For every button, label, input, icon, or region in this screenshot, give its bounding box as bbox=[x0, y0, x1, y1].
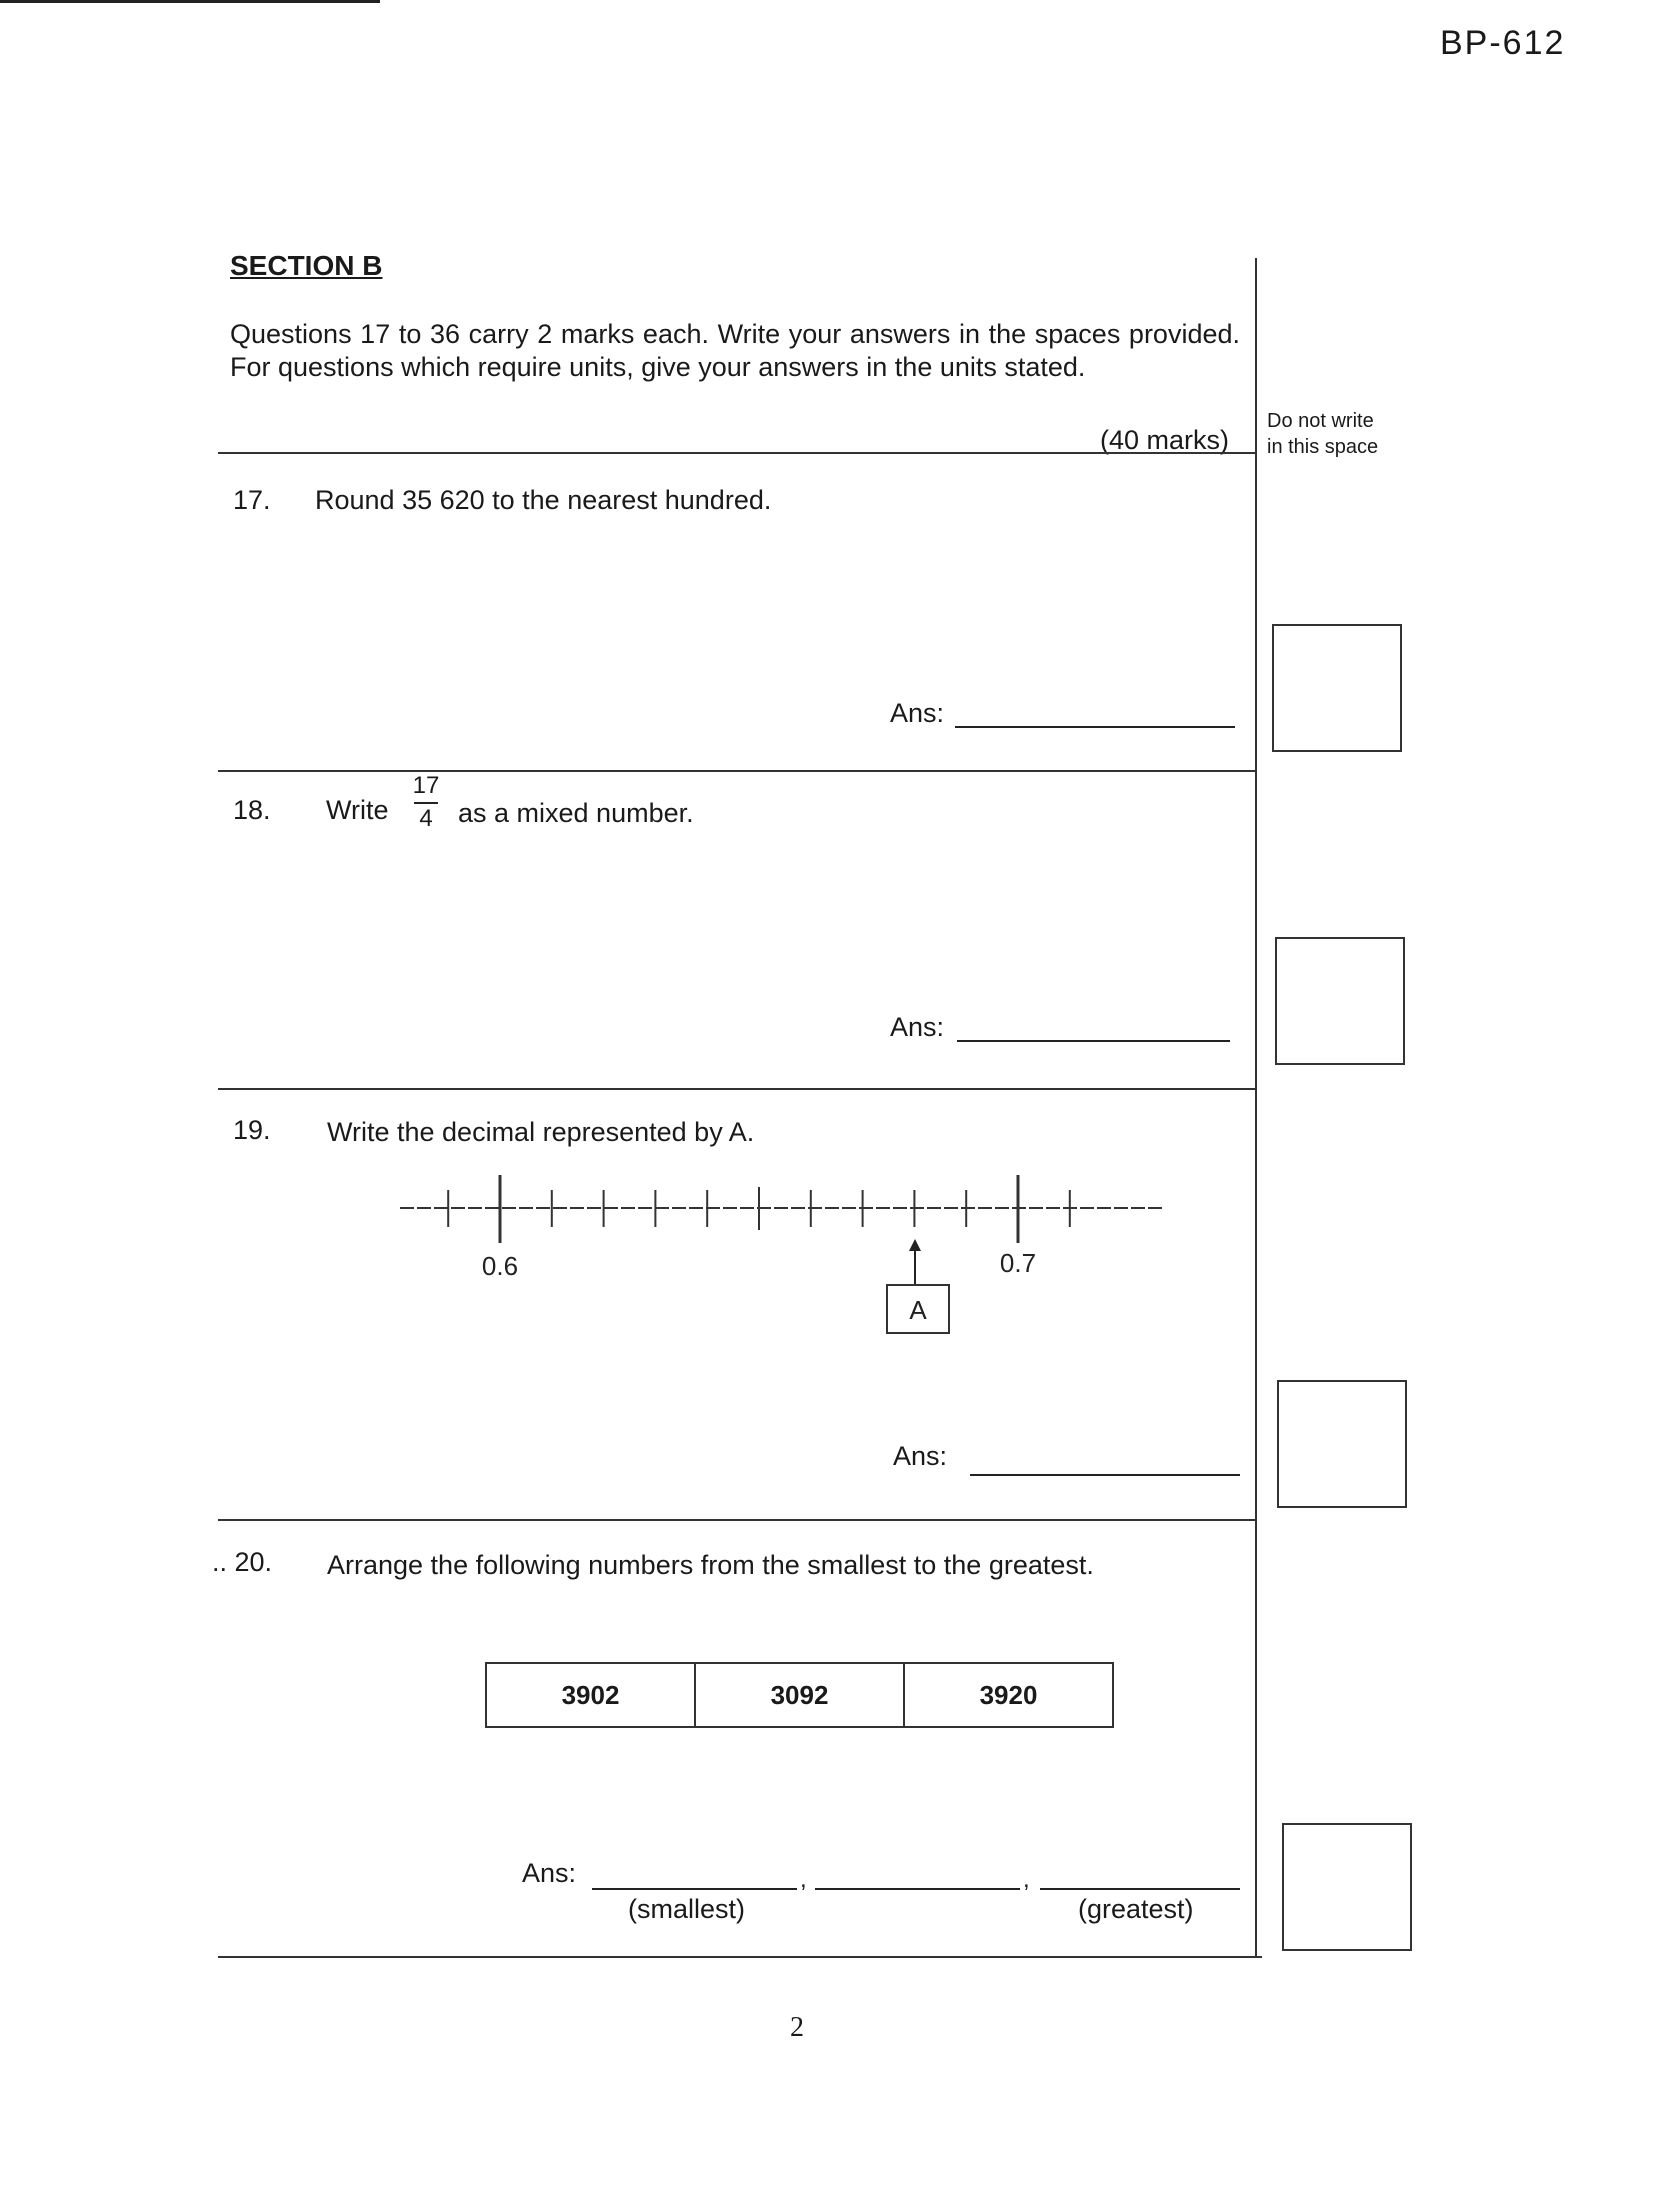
fraction-numerator: 17 bbox=[412, 772, 440, 799]
greatest-label: (greatest) bbox=[1078, 1894, 1194, 1924]
number-line-label-0-7: 0.7 bbox=[999, 1248, 1037, 1278]
question-18-answer-line[interactable] bbox=[957, 1040, 1230, 1042]
question-19-number: 19. bbox=[233, 1115, 271, 1145]
question-18-ans-label: Ans: bbox=[890, 1012, 945, 1042]
number-cell: 3092 bbox=[695, 1663, 904, 1727]
number-line-label-0-6: 0.6 bbox=[481, 1251, 519, 1281]
smallest-label: (smallest) bbox=[628, 1894, 746, 1924]
pointer-arrow-head bbox=[909, 1239, 921, 1251]
question-17-ans-label: Ans: bbox=[890, 698, 945, 728]
question-19-text: Write the decimal represented by A. bbox=[327, 1117, 755, 1147]
question-20-answer-line-1[interactable] bbox=[592, 1888, 797, 1890]
question-17-text: Round 35 620 to the nearest hundred. bbox=[315, 485, 772, 515]
question-18-number: 18. bbox=[233, 795, 271, 825]
question-17-answer-line[interactable] bbox=[955, 726, 1235, 728]
top-rule bbox=[0, 0, 380, 3]
margin-note-line1: Do not write bbox=[1267, 410, 1374, 432]
question-18-text-after: as a mixed number. bbox=[458, 798, 694, 828]
answer-separator: , bbox=[1023, 1866, 1030, 1893]
margin-note bbox=[1267, 408, 1378, 460]
number-cell: 3920 bbox=[904, 1663, 1113, 1727]
question-20-number: .. 20. bbox=[212, 1547, 273, 1577]
answer-separator: , bbox=[800, 1866, 807, 1893]
margin-note-line2: in this space bbox=[1267, 436, 1379, 458]
question-20-answer-line-3[interactable] bbox=[1040, 1888, 1240, 1890]
numbers-table bbox=[485, 1662, 1114, 1728]
separator-line bbox=[218, 452, 1255, 454]
section-instructions: Questions 17 to 36 carry 2 marks each. Write your answers in the spaces provided. For questions which require units, give your answers in the units stated. bbox=[230, 319, 1240, 382]
fraction-bar bbox=[414, 802, 438, 804]
question-20-text: Arrange the following numbers from the smallest to the greatest. bbox=[327, 1550, 1094, 1580]
marks-box-q18 bbox=[1275, 937, 1405, 1065]
question-20-ans-label: Ans: bbox=[522, 1858, 577, 1888]
question-19-ans-label: Ans: bbox=[893, 1441, 948, 1471]
question-18-text-before: Write bbox=[326, 795, 389, 825]
page-number: 2 bbox=[790, 2012, 804, 2043]
separator-line bbox=[218, 770, 1255, 772]
question-17-number: 17. bbox=[233, 485, 271, 515]
question-20-answer-line-2[interactable] bbox=[815, 1888, 1020, 1890]
fraction-denominator: 4 bbox=[419, 805, 433, 832]
separator-line bbox=[218, 1519, 1255, 1521]
margin-divider bbox=[1255, 258, 1257, 1958]
separator-line bbox=[218, 1956, 1262, 1958]
numbers-row bbox=[486, 1663, 1113, 1727]
number-line bbox=[390, 1155, 1190, 1375]
number-cell: 3902 bbox=[486, 1663, 695, 1727]
marks-box-q19 bbox=[1277, 1380, 1407, 1508]
marks-box-q17 bbox=[1272, 624, 1402, 752]
question-19-answer-line[interactable] bbox=[970, 1474, 1240, 1476]
marks-box-q20 bbox=[1282, 1823, 1412, 1951]
document-code: BP-612 bbox=[1440, 24, 1566, 62]
pointer-label-a: A bbox=[909, 1295, 927, 1325]
separator-line bbox=[218, 1088, 1255, 1090]
fraction-17-over-4 bbox=[406, 772, 446, 832]
section-title: SECTION B bbox=[230, 250, 383, 281]
total-marks: (40 marks) bbox=[1100, 425, 1230, 455]
